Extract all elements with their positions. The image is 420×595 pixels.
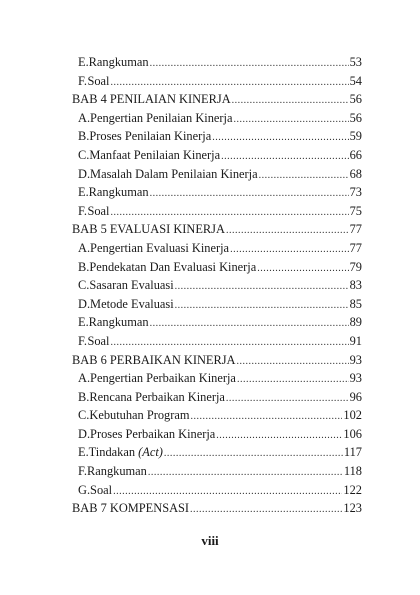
toc-entry-label: Pengertian Perbaikan Kinerja [90,371,236,386]
toc-entry-page: 123 [343,501,362,516]
dot-leader [175,278,349,297]
toc-entry-page: 85 [349,296,362,311]
toc-chapter[interactable] [72,499,362,518]
toc-subentry[interactable] [72,332,362,351]
toc-entry-label: Soal [87,333,110,348]
toc-subentry[interactable] [72,72,362,91]
toc-entry-page: 93 [349,371,362,386]
toc-entry-label: Rencana Perbaikan Kinerja [89,389,225,404]
toc-subentry[interactable] [72,481,362,500]
toc-entry-page: 56 [349,110,362,125]
toc-entry-page: 56 [349,92,362,107]
toc-entry-page: 102 [343,408,362,423]
page-number: viii [201,533,219,548]
toc-subentry[interactable] [72,165,362,184]
toc-entry-label: Rangkuman [88,315,149,330]
toc-entry-letter: C. [78,278,90,293]
toc-entry-page: 77 [349,222,362,237]
toc-entry-letter: F. [78,203,87,218]
toc-entry-label: Proses Penilaian Kinerja [89,129,212,144]
dot-leader [232,92,349,111]
dot-leader [190,501,342,520]
toc-entry-letter: F. [78,464,87,479]
dot-leader [257,260,348,279]
toc-entry-label: Sasaran Evaluasi [89,278,174,293]
toc-entry-letter: C. [78,147,90,162]
dot-leader [150,185,349,204]
toc-subentry[interactable] [72,406,362,425]
toc-entry-label: Metode Evaluasi [90,296,174,311]
toc-subentry[interactable] [72,443,362,462]
toc-entry-label: BAB 7 KOMPENSASI [72,501,190,516]
toc-subentry[interactable] [72,313,362,332]
toc-entry-letter: A. [78,371,91,386]
toc-subentry[interactable] [72,109,362,128]
toc-entry-letter: F. [78,333,87,348]
toc-entry-letter: G. [78,482,91,497]
toc-entry-label: Rangkuman [88,185,149,200]
toc-entry-label: Rangkuman [88,55,149,69]
toc-subentry[interactable] [72,462,362,481]
toc-entry-page: 122 [343,482,362,497]
toc-entry-label: Soal [87,203,110,218]
toc-subentry[interactable] [72,146,362,165]
toc-entry-label: Rangkuman [87,464,147,479]
toc-entry-label: BAB 5 EVALUASI KINERJA [72,222,225,237]
dot-leader [164,445,343,464]
toc-entry-letter: D. [78,166,91,181]
toc-entry-page: 73 [349,185,362,200]
toc-entry-page: 75 [349,203,362,218]
toc-subentry[interactable] [72,127,362,146]
toc-subentry[interactable] [72,239,362,258]
dot-leader [175,297,349,316]
toc-entry-label: Kebutuhan Program [89,408,190,423]
toc-entry-label: BAB 4 PENILAIAN KINERJA [72,92,231,107]
toc-subentry[interactable] [72,53,362,72]
toc-entry-page: 66 [349,147,362,162]
toc-entry-letter: B. [78,389,90,404]
toc-entry-letter: A. [78,110,91,125]
toc-entry-page: 117 [343,445,362,460]
dot-leader [216,427,342,446]
toc-entry-page: 83 [349,278,362,293]
toc-entry-label: Soal [87,73,110,88]
dot-leader [237,353,349,372]
toc-subentry[interactable] [72,425,362,444]
toc-entry-page: 89 [349,315,362,330]
toc-entry-label: Pengertian Penilaian Kinerja [90,110,233,125]
toc-entry-letter: B. [78,259,90,274]
toc-entry-label: Masalah Dalam Penilaian Kinerja [90,166,258,181]
toc-entry-page: 93 [349,352,362,367]
toc-entry-letter: E. [78,445,89,460]
toc-entry-letter: D. [78,296,91,311]
dot-leader [226,222,349,241]
toc-subentry[interactable] [72,183,362,202]
toc-entry-letter: E. [78,55,89,69]
dot-leader [212,129,348,148]
toc-entry-letter: E. [78,315,89,330]
toc-subentry[interactable] [72,295,362,314]
toc-chapter[interactable] [72,90,362,109]
dot-leader [259,167,349,186]
toc-entry-page: 54 [349,73,362,88]
table-of-contents [72,53,362,518]
dot-leader [226,390,349,409]
toc-subentry[interactable] [72,369,362,388]
toc-entry-page: 53 [349,55,362,69]
toc-entry-page: 79 [349,259,362,274]
toc-entry-letter: C. [78,408,90,423]
toc-entry-page: 77 [349,240,362,255]
toc-entry-letter: E. [78,185,89,200]
toc-entry-label: Tindakan (Act) [88,445,163,460]
dot-leader [237,371,349,390]
toc-entry-page: 59 [349,129,362,144]
toc-entry-label: Proses Perbaikan Kinerja [90,426,216,441]
toc-entry-page: 118 [343,464,362,479]
toc-subentry[interactable] [72,258,362,277]
toc-entry-page: 96 [349,389,362,404]
toc-entry-page: 68 [349,166,362,181]
toc-entry-page: 106 [343,426,362,441]
dot-leader [150,315,349,334]
toc-entry-label: Manfaat Penilaian Kinerja [89,147,221,162]
toc-entry-letter: A. [78,240,91,255]
toc-subentry[interactable] [72,276,362,295]
toc-subentry[interactable] [72,388,362,407]
toc-entry-label: Soal [90,482,113,497]
dot-leader [234,111,349,130]
toc-entry-label: BAB 6 PERBAIKAN KINERJA [72,352,236,367]
toc-entry-letter: F. [78,73,87,88]
dot-leader [150,55,349,74]
toc-entry-page: 91 [349,333,362,348]
toc-chapter[interactable] [72,220,362,239]
dot-leader [148,464,343,483]
toc-entry-label: Pendekatan Dan Evaluasi Kinerja [89,259,257,274]
toc-entry-label: Pengertian Evaluasi Kinerja [90,240,230,255]
toc-subentry[interactable] [72,202,362,221]
toc-entry-letter: D. [78,426,91,441]
toc-chapter[interactable] [72,351,362,370]
toc-entry-letter: B. [78,129,90,144]
